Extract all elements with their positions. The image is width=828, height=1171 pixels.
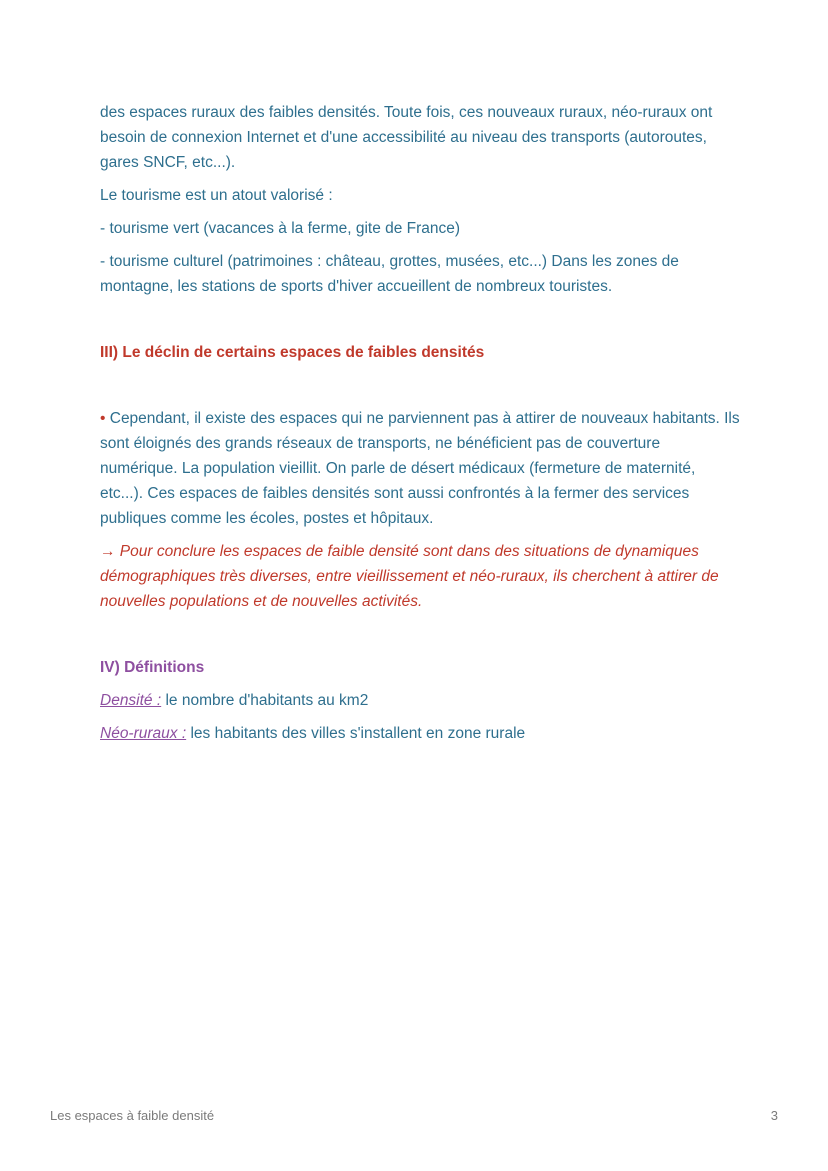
paragraph-conclusion: → Pour conclure les espaces de faible densité sont dans des situations de dynamiques démographiques très diverses, entre vieillissement et néo-ruraux, ils cherchent à attirer de nouvelles populations et de nouvelles activités. xyxy=(100,543,719,610)
paragraph-decline xyxy=(100,406,740,531)
footer-document-title: Les espaces à faible densité xyxy=(50,1108,215,1123)
paragraph-decline-text: Cependant, il existe des espaces qui ne parviennent pas à attirer de nouveaux habitants. Ils sont éloignés des grands réseaux de transports, ne bénéficient pas de couverture numérique. La population vieillit. On parle de désert médicaux (fermeture de maternité, etc...). Ces espaces de faibles densités sont aussi confrontés à la fermer des services publiques comme les écoles, postes et hôpitaux. xyxy=(100,410,740,527)
paragraph-tourism-intro: Le tourisme est un atout valorisé : xyxy=(100,187,333,204)
definition-text: les habitants des villes s'installent en zone rurale xyxy=(186,725,526,742)
bullet-icon: • xyxy=(100,410,106,427)
list-item-green-tourism: - tourisme vert (vacances à la ferme, gite de France) xyxy=(100,220,461,237)
definition-text: le nombre d'habitants au km2 xyxy=(161,692,369,709)
definition-term: Néo-ruraux : xyxy=(100,725,187,742)
paragraph-neo-rural-needs: des espaces ruraux des faibles densités. Toute fois, ces nouveaux ruraux, néo-ruraux ont besoin de connexion Internet et d'une accessibilité au niveau des transports (autoroutes, gares SNCF, etc...). xyxy=(100,104,713,171)
footer-page-number: 3 xyxy=(770,1108,778,1123)
definition-term: Densité : xyxy=(100,692,162,709)
list-item-cultural-tourism: - tourisme culturel (patrimoines : château, grottes, musées, etc...) Dans les zones de montagne, les stations de sports d'hiver accueillent de nombreux touristes. xyxy=(100,253,679,295)
section-heading-definitions: IV) Définitions xyxy=(100,659,205,676)
definition-item xyxy=(100,688,740,713)
definition-item xyxy=(100,721,740,746)
page-content xyxy=(100,100,740,746)
section-heading-decline: III) Le déclin de certains espaces de faibles densités xyxy=(100,344,485,361)
